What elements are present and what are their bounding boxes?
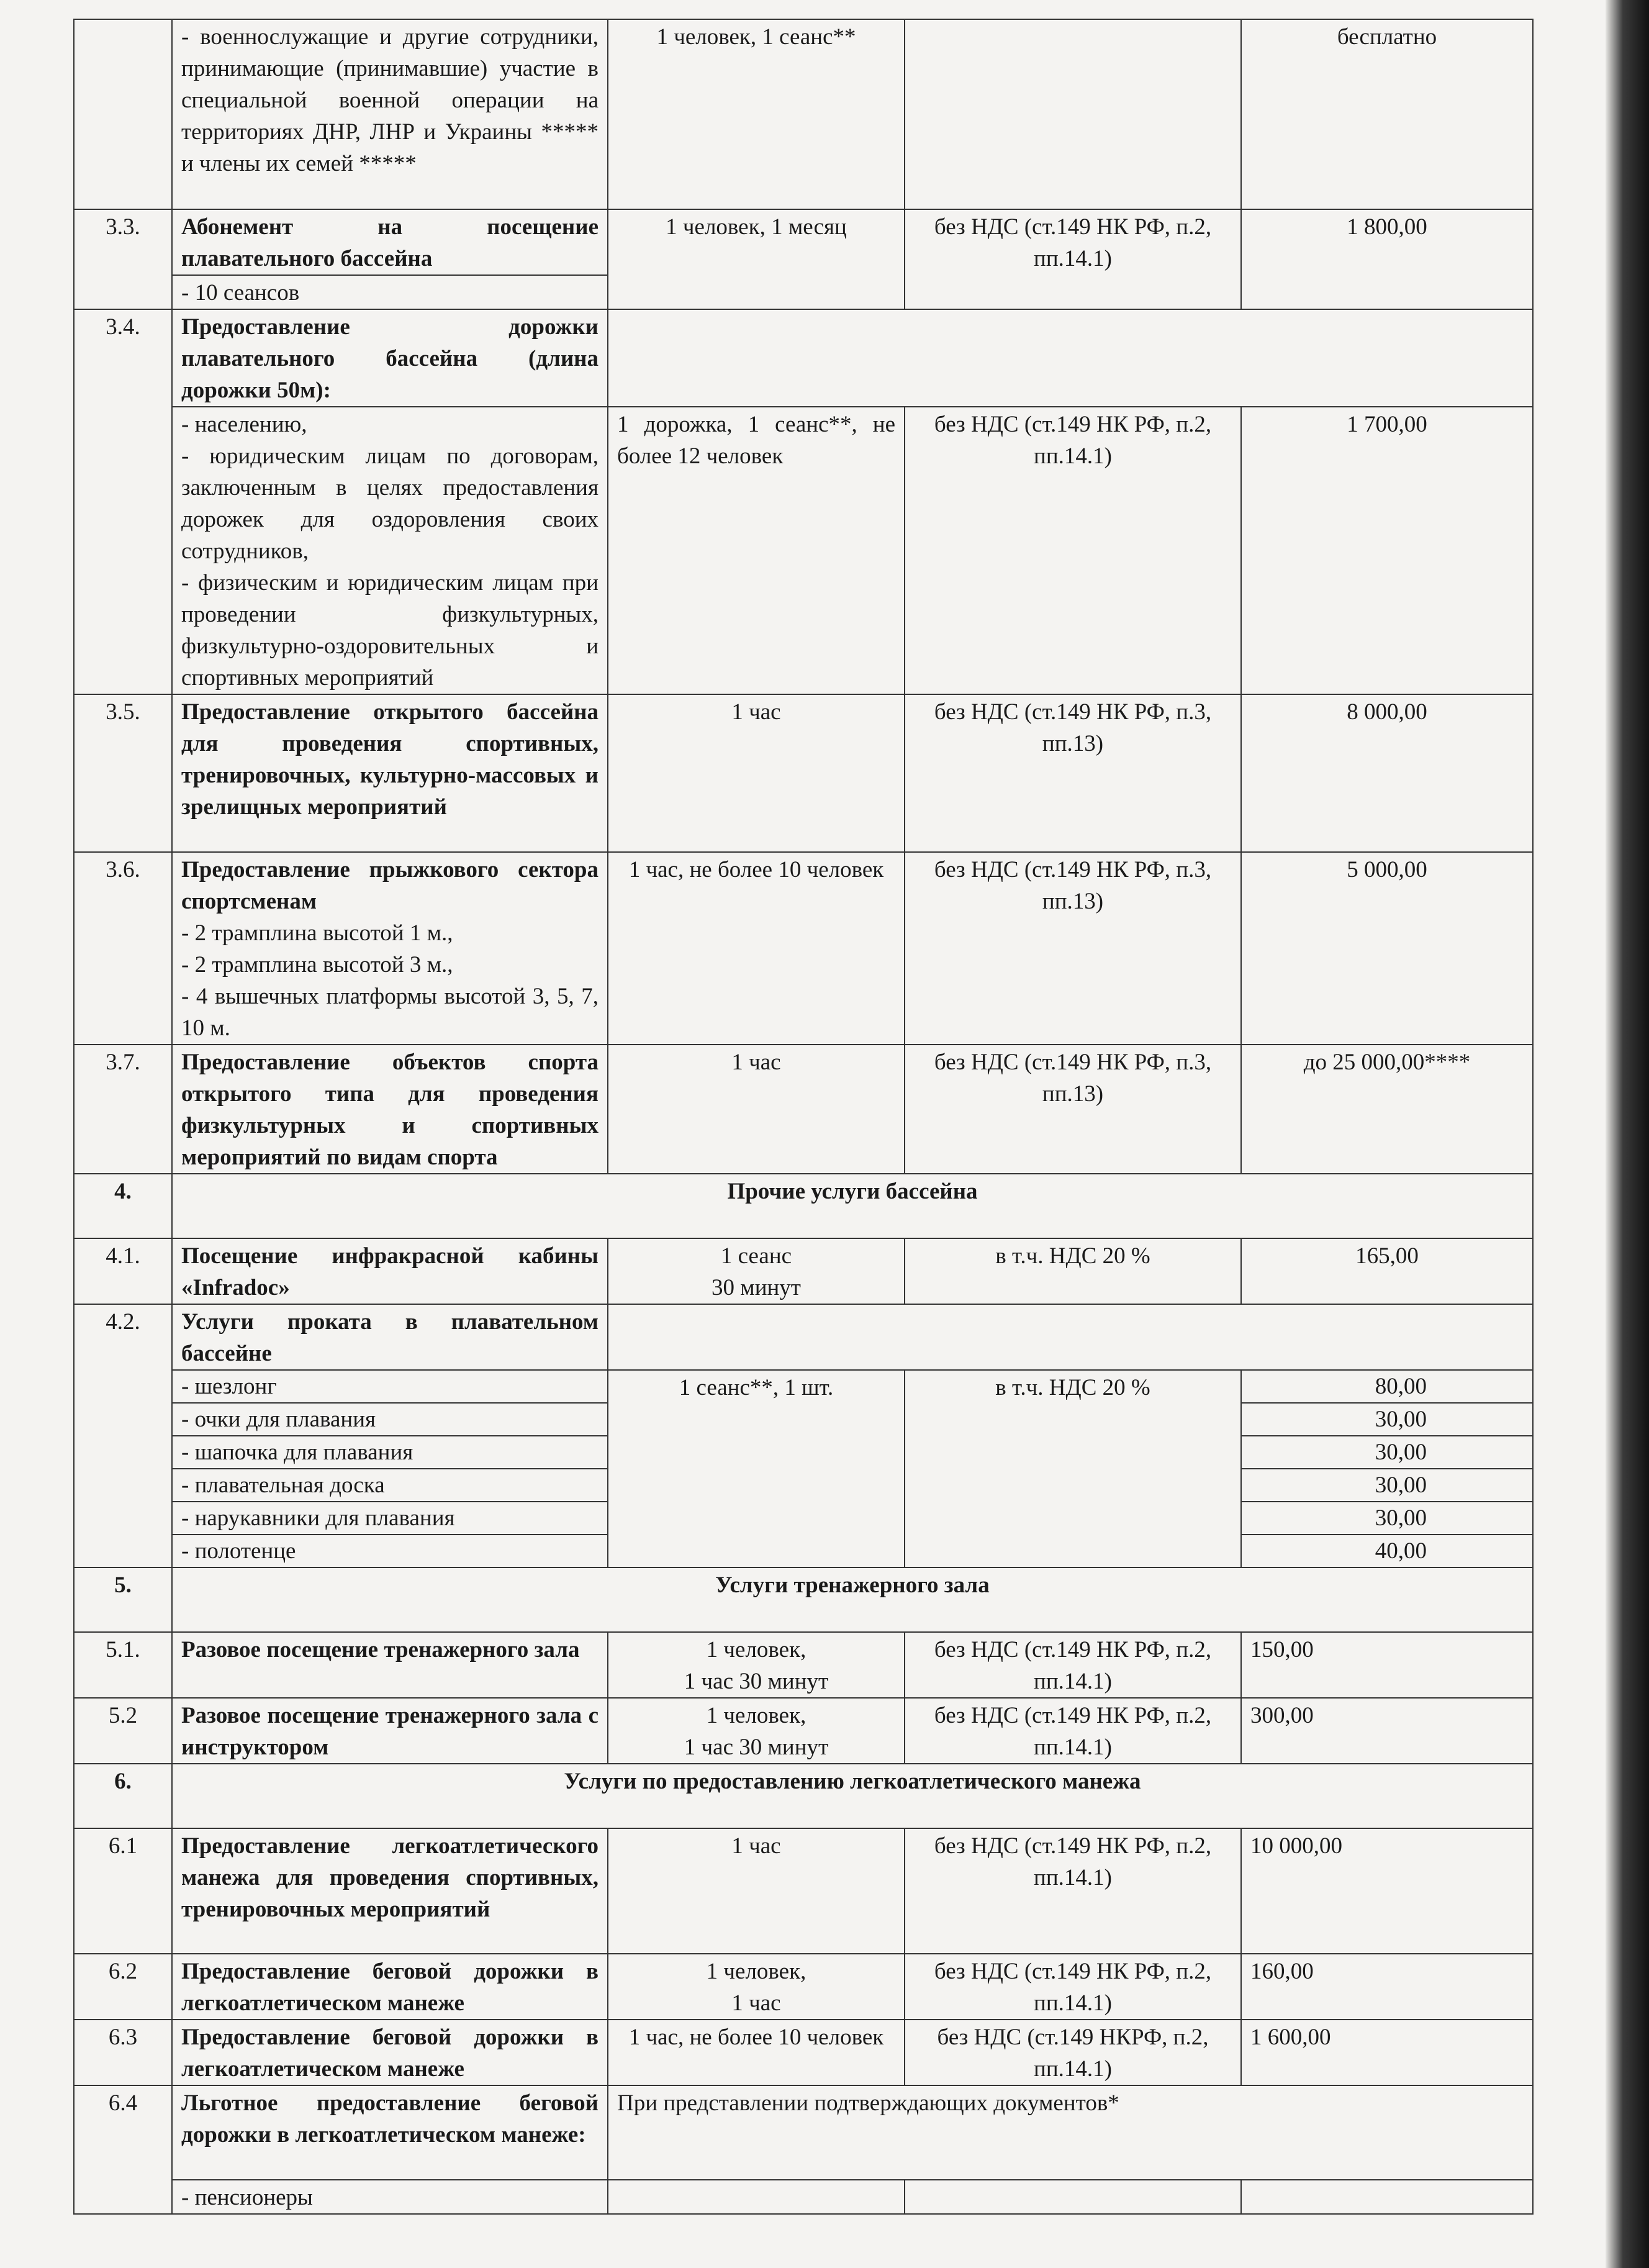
price-cell: 8 000,00: [1241, 694, 1533, 852]
table-row: [74, 1828, 1533, 1954]
table-row: [74, 1238, 1533, 1304]
price-cell: [1241, 2180, 1533, 2214]
vat-cell: [905, 19, 1241, 209]
scan-edge-shadow: [1606, 0, 1649, 2268]
service-name: Услуги проката в плавательном бассейне: [172, 1304, 608, 1370]
section-title: Услуги по предоставлению легкоатлетического манежа: [172, 1764, 1533, 1828]
service-name: Льготное предоставление беговой дорожки в легкоатлетическом манеже:: [172, 2085, 608, 2180]
unit-cell: 1 человек, 1 час 30 минут: [608, 1698, 905, 1764]
section-row: [74, 1174, 1533, 1238]
table-row: [74, 694, 1533, 852]
rental-item-price: 40,00: [1241, 1535, 1533, 1567]
price-cell: 1 700,00: [1241, 407, 1533, 694]
table-row: [74, 19, 1533, 209]
service-name: Разовое посещение тренажерного зала: [172, 1632, 608, 1698]
table-row: [74, 1632, 1533, 1698]
section-row: [74, 1567, 1533, 1632]
empty-cell: [608, 309, 1533, 407]
price-cell: 1 600,00: [1241, 2020, 1533, 2085]
table-row: [74, 2180, 1533, 2214]
unit-cell: 1 час, не более 10 человек: [608, 852, 905, 1045]
table-row: [74, 2020, 1533, 2085]
rental-item-name: - шезлонг: [172, 1370, 608, 1403]
price-cell: 150,00: [1241, 1632, 1533, 1698]
vat-cell: без НДС (ст.149 НК РФ, п.2, пп.14.1): [905, 407, 1241, 694]
row-number: 3.3.: [74, 209, 172, 309]
rental-item-name: - полотенце: [172, 1535, 608, 1567]
vat-cell: в т.ч. НДС 20 %: [905, 1238, 1241, 1304]
service-name: Абонемент на посещение плавательного бассейна: [172, 209, 608, 275]
rental-item-price: 30,00: [1241, 1436, 1533, 1469]
empty-cell: [608, 1304, 1533, 1370]
section-row: [74, 1764, 1533, 1828]
service-name: - военнослужащие и другие сотрудники, принимающие (принимавшие) участие в специальной военной операции на территориях ДНР, ЛНР и Украины ***** и члены их семей *****: [172, 19, 608, 209]
rental-item-price: 80,00: [1241, 1370, 1533, 1403]
service-name: Посещение инфракрасной кабины «Infradoc»: [172, 1238, 608, 1304]
price-cell: до 25 000,00****: [1241, 1045, 1533, 1174]
vat-cell: [905, 2180, 1241, 2214]
unit-cell: [608, 2180, 905, 2214]
row-number: [74, 19, 172, 209]
rental-item-name: - плавательная доска: [172, 1469, 608, 1502]
table-row: [74, 852, 1533, 1045]
row-number: 6.4: [74, 2085, 172, 2214]
row-number: 6.2: [74, 1954, 172, 2020]
rental-item-price: 30,00: [1241, 1403, 1533, 1436]
vat-cell: без НДС (ст.149 НК РФ, п.3, пп.13): [905, 1045, 1241, 1174]
section-title: Услуги тренажерного зала: [172, 1567, 1533, 1632]
unit-cell: 1 человек, 1 месяц: [608, 209, 905, 309]
table-row: [74, 2085, 1533, 2180]
vat-cell: без НДС (ст.149 НК РФ, п.2, пп.14.1): [905, 1632, 1241, 1698]
vat-cell: без НДС (ст.149 НК РФ, п.2, пп.14.1): [905, 1828, 1241, 1954]
table-row: [74, 407, 1533, 694]
unit-cell: 1 человек, 1 час 30 минут: [608, 1632, 905, 1698]
section-title: Прочие услуги бассейна: [172, 1174, 1533, 1238]
row-number: 4.2.: [74, 1304, 172, 1567]
vat-cell: без НДС (ст.149 НКРФ, п.2, пп.14.1): [905, 2020, 1241, 2085]
row-number: 3.4.: [74, 309, 172, 694]
service-name: Предоставление беговой дорожки в легкоатлетическом манеже: [172, 2020, 608, 2085]
price-cell: 300,00: [1241, 1698, 1533, 1764]
row-number: 5.1.: [74, 1632, 172, 1698]
service-name: Предоставление прыжкового сектора спортсменам - 2 трамплина высотой 1 м., - 2 трамплина высотой 3 м., - 4 вышечных платформы высотой 3, 5, 7, 10 м.: [172, 852, 608, 1045]
vat-cell: без НДС (ст.149 НК РФ, п.2, пп.14.1): [905, 1698, 1241, 1764]
unit-cell: 1 час, не более 10 человек: [608, 2020, 905, 2085]
table-row: [74, 1698, 1533, 1764]
service-subitem: - 10 сеансов: [172, 275, 608, 309]
section-number: 4.: [74, 1174, 172, 1238]
unit-cell: 1 сеанс**, 1 шт.: [608, 1370, 905, 1567]
rental-item-price: 30,00: [1241, 1469, 1533, 1502]
price-list-document: [73, 19, 1532, 2215]
service-name: Предоставление открытого бассейна для проведения спортивных, тренировочных, культурно-массовых и зрелищных мероприятий: [172, 694, 608, 852]
row-number: 6.3: [74, 2020, 172, 2085]
table-row: [74, 1954, 1533, 2020]
unit-cell: 1 человек, 1 сеанс**: [608, 19, 905, 209]
service-subitem: - пенсионеры: [172, 2180, 608, 2214]
price-cell: 165,00: [1241, 1238, 1533, 1304]
row-number: 4.1.: [74, 1238, 172, 1304]
table-row: [74, 1045, 1533, 1174]
unit-cell: 1 час: [608, 1045, 905, 1174]
vat-cell: без НДС (ст.149 НК РФ, п.2, пп.14.1): [905, 209, 1241, 309]
table-row: [74, 309, 1533, 407]
service-name: Предоставление объектов спорта открытого типа для проведения физкультурных и спортивных мероприятий по видам спорта: [172, 1045, 608, 1174]
price-cell: 160,00: [1241, 1954, 1533, 2020]
vat-cell: без НДС (ст.149 НК РФ, п.3, пп.13): [905, 852, 1241, 1045]
price-cell: 1 800,00: [1241, 209, 1533, 309]
table-row: [74, 209, 1533, 275]
price-cell: 10 000,00: [1241, 1828, 1533, 1954]
table-row: [74, 1304, 1533, 1370]
service-name: Предоставление дорожки плавательного бассейна (длина дорожки 50м):: [172, 309, 608, 407]
rental-item-price: 30,00: [1241, 1502, 1533, 1535]
price-cell: бесплатно: [1241, 19, 1533, 209]
unit-cell: 1 час: [608, 694, 905, 852]
unit-cell: 1 час: [608, 1828, 905, 1954]
unit-cell: 1 сеанс 30 минут: [608, 1238, 905, 1304]
row-number: 3.7.: [74, 1045, 172, 1174]
price-list-table: [73, 19, 1534, 2215]
vat-cell: без НДС (ст.149 НК РФ, п.2, пп.14.1): [905, 1954, 1241, 2020]
rental-item-name: - нарукавники для плавания: [172, 1502, 608, 1535]
service-name: Предоставление легкоатлетического манежа для проведения спортивных, тренировочных мероприятий: [172, 1828, 608, 1954]
price-cell: 5 000,00: [1241, 852, 1533, 1045]
vat-cell: без НДС (ст.149 НК РФ, п.3, пп.13): [905, 694, 1241, 852]
rental-item-row: [74, 1370, 1533, 1403]
note-cell: При представлении подтверждающих документов*: [608, 2085, 1533, 2180]
row-number: 3.5.: [74, 694, 172, 852]
row-number: 3.6.: [74, 852, 172, 1045]
service-name: Разовое посещение тренажерного зала с инструктором: [172, 1698, 608, 1764]
row-number: 6.1: [74, 1828, 172, 1954]
section-number: 5.: [74, 1567, 172, 1632]
unit-cell: 1 человек, 1 час: [608, 1954, 905, 2020]
service-subitems: - населению, - юридическим лицам по договорам, заключенным в целях предоставления дорожек для оздоровления своих сотрудников, - физическим и юридическим лицам при проведении физкультурных, физкультурно-оздоровительных и спортивных мероприятий: [172, 407, 608, 694]
section-number: 6.: [74, 1764, 172, 1828]
rental-item-name: - очки для плавания: [172, 1403, 608, 1436]
vat-cell: в т.ч. НДС 20 %: [905, 1370, 1241, 1567]
service-name: Предоставление беговой дорожки в легкоатлетическом манеже: [172, 1954, 608, 2020]
rental-item-name: - шапочка для плавания: [172, 1436, 608, 1469]
row-number: 5.2: [74, 1698, 172, 1764]
unit-cell: 1 дорожка, 1 сеанс**, не более 12 человек: [608, 407, 905, 694]
